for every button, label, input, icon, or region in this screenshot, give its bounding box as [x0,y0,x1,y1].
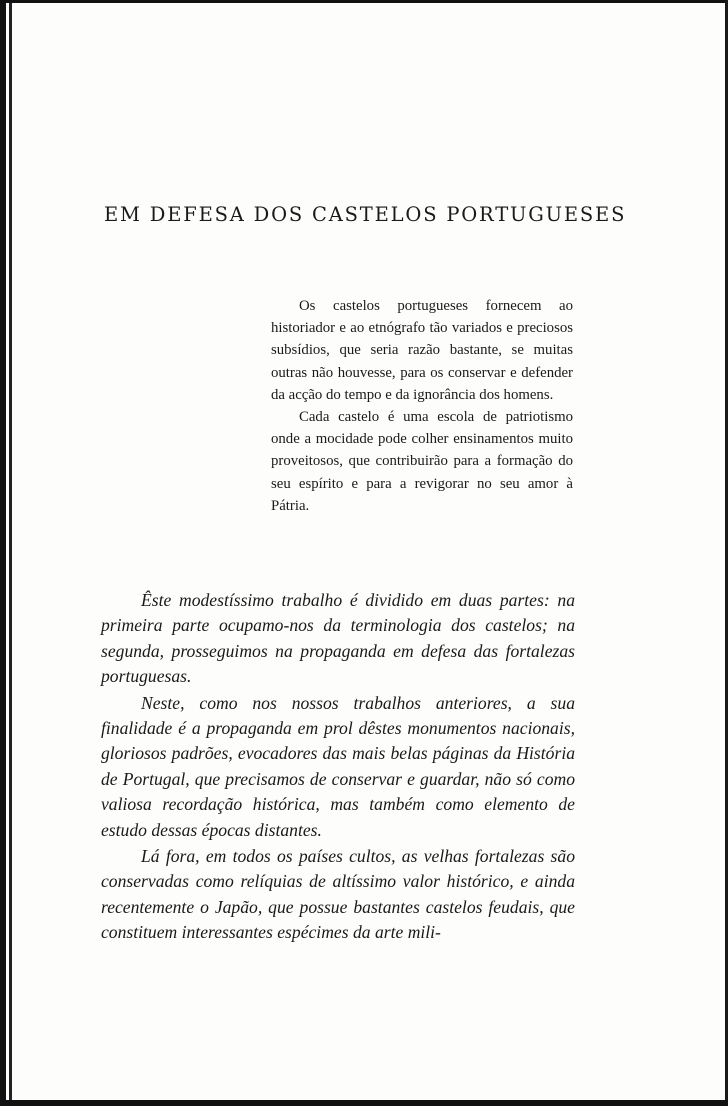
body-paragraph: Êste modestíssimo trabalho é dividido em duas partes: na primeira parte ocupamo-nos da terminologia dos castelos; na segunda, prosseguimos na propaganda em defesa das fortalezas portuguesas. [101,590,575,687]
scan-border-left-inner [9,0,12,1106]
body-paragraph: Neste, como nos nossos trabalhos anteriores, a sua finalidade é a propaganda em prol dêstes monumentos nacionais, gloriosos padrões, evocadores das mais belas páginas da História de Portugal, que precisamos de conservar e guardar, não só como valiosa recordação histórica, mas também como elemento de estudo dessas épocas distantes. [101,692,575,840]
scan-border-left [0,0,6,1106]
scan-border-bottom [0,1100,728,1106]
body-paragraph: Lá fora, em todos os países cultos, as velhas fortalezas são conservadas como relíquias de altíssimo valor histórico, e ainda recentemente o Japão, que possue bastantes castelos feudais, que constituem interessantes espécimes da arte mili- [101,846,575,943]
body-text [101,588,575,947]
epigraph [271,295,573,517]
epigraph-paragraph: Cada castelo é uma escola de patriotismo onde a mocidade pode colher ensinamentos muito proveitosos, que contribuirão para a formação do seu espírito e para a revigorar no seu amor à Pátria. [271,409,573,514]
epigraph-paragraph: Os castelos portugueses fornecem ao historiador e ao etnógrafo tão variados e preciosos subsídios, que seria razão bastante, se muitas outras não houvesse, para os conservar e defender da acção do tempo e da ignorância dos homens. [271,298,573,403]
scan-border-top [0,0,728,3]
page-title: EM DEFESA DOS CASTELOS PORTUGUESES [104,203,627,226]
